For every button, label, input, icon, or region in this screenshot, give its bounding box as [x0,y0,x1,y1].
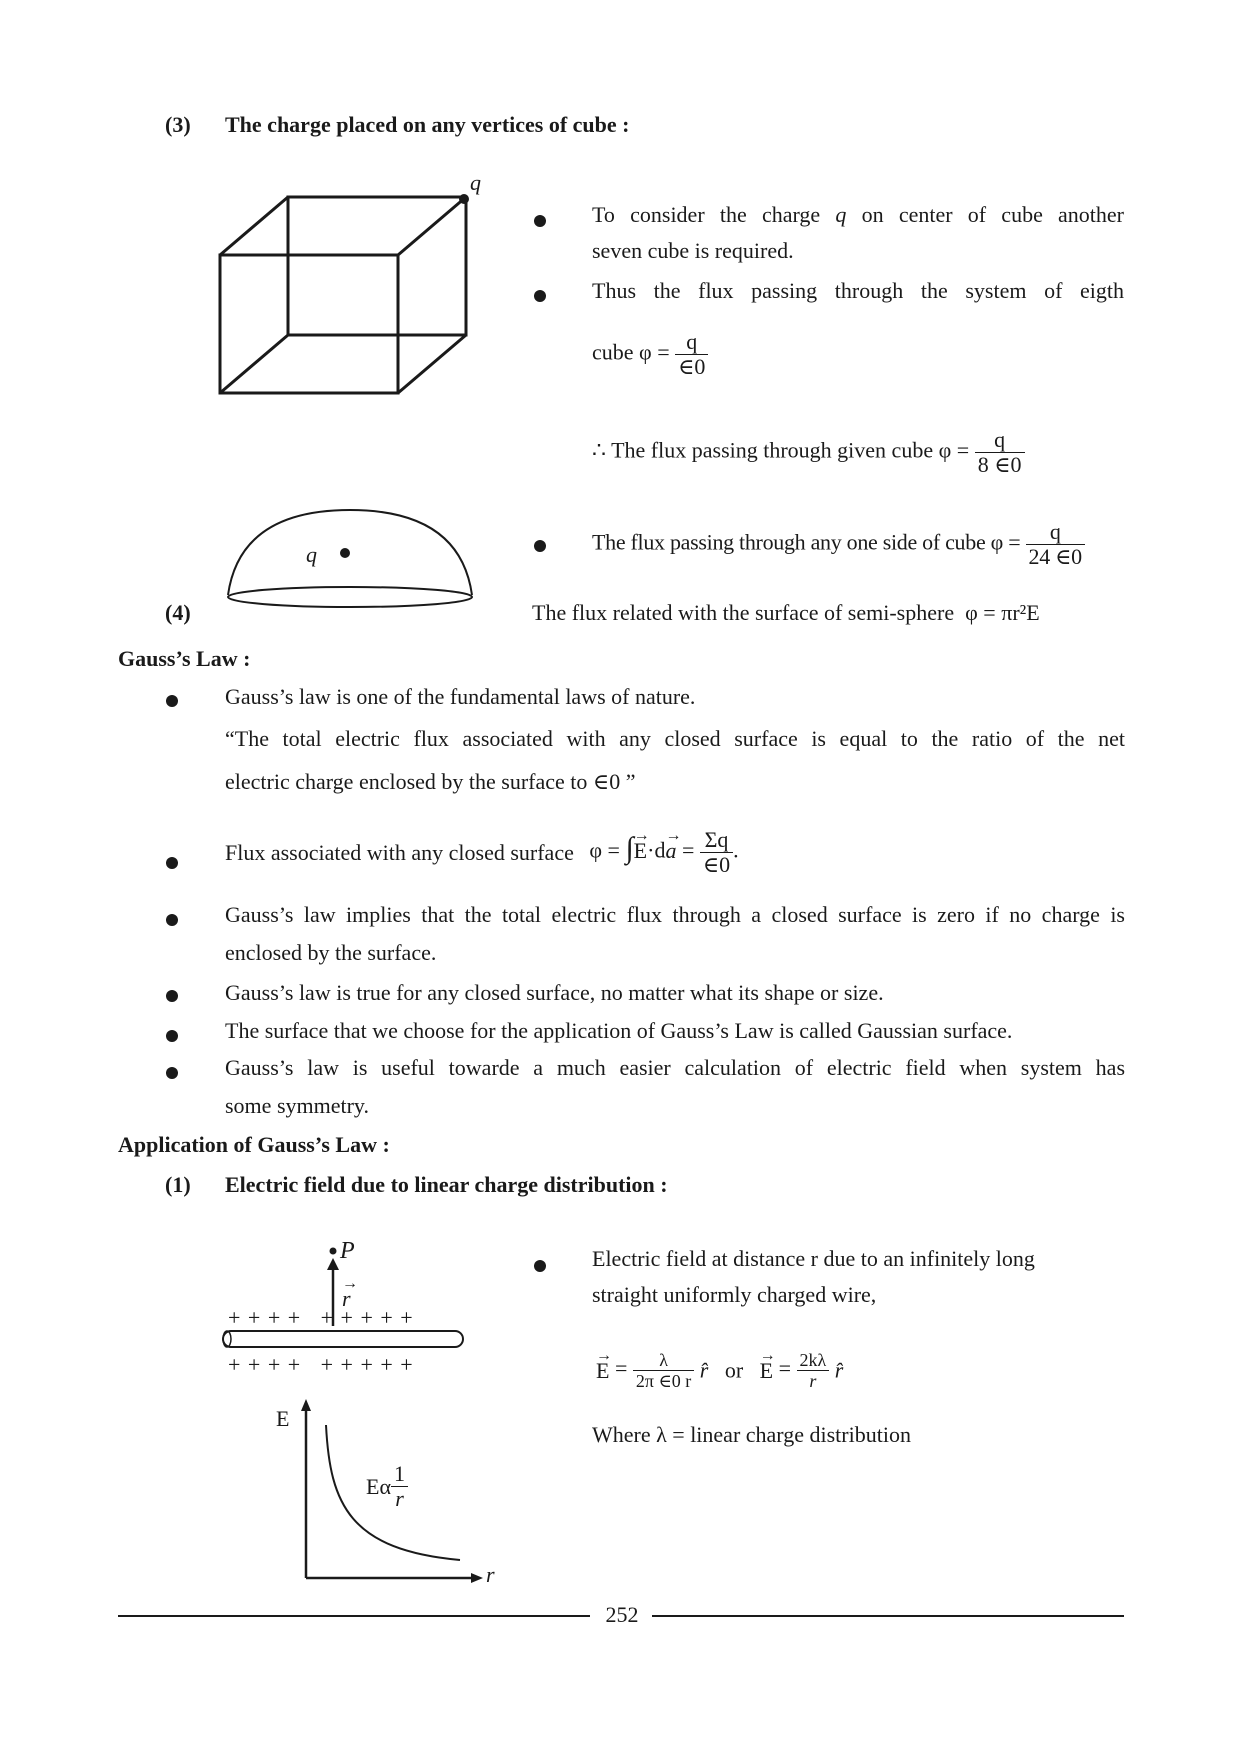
gauss-bullet-6-line2: some symmetry. [225,1093,369,1118]
bullet [166,914,178,926]
page-number: 252 [605,1602,639,1627]
linear-field-equations: → E = $\frac{\lambda}{2\pi \in 0 r}$ r̂ or → E = $\frac{2k\lambda}{r}$ r̂ [596,1350,843,1391]
field-fraction-b: $\frac{2k\lambda}{r}$ [797,1350,830,1391]
gauss-bullet-3-line1: Gauss’s law implies that the total electric flux through a closed surface is zero if no charge is [225,902,1125,927]
application-sub-number: (1) [165,1172,191,1197]
section3-bullet1-line2: seven cube is required. [592,238,794,263]
section-4-number: (4) [165,600,191,625]
gauss-bullet-2: Flux associated with any closed surface φ = ∫→ E·d→ a = $\frac{\Sigma q}{\in 0}$ . [225,828,739,877]
gauss-bullet-4: Gauss’s law is true for any closed surface, no matter what its shape or size. [225,980,884,1005]
bullet [534,290,546,302]
footer-rule-left [118,1615,590,1617]
hemisphere-diagram [220,505,480,615]
section-3-heading: The charge placed on any vertices of cube : [225,112,630,137]
bullet [166,990,178,1002]
graph-x-label: r [486,1562,495,1587]
application-heading: Application of Gauss’s Law : [118,1132,390,1157]
graph-annotation: Eα $\frac{1}{r}$ [366,1462,408,1511]
bullet [166,695,178,707]
cube-charge-label: q [470,170,481,195]
gauss-quote-line2: electric charge enclosed by the surface to ∈0 ” [225,769,636,794]
application-sub-heading: Electric field due to linear charge distribution : [225,1172,668,1197]
gauss-bullet-1: Gauss’s law is one of the fundamental laws of nature. [225,684,696,709]
gauss-quote-line1: “The total electric flux associated with any closed surface is equal to the ratio of the net [225,726,1125,751]
gauss-bullet-3-line2: enclosed by the surface. [225,940,437,965]
vertex-charge-dot [459,194,469,204]
cube-diagram [200,170,500,400]
point-p-label: P [340,1238,355,1264]
wire [223,1331,463,1347]
bullet [166,857,178,869]
bullet [166,1067,178,1079]
footer-rule-right [652,1615,1124,1617]
bullet [534,1260,546,1272]
bullet [166,1030,178,1042]
point-p-dot [330,1248,337,1255]
section3-bullet2-line1: Thus the flux passing through the system of eigth [592,278,1124,303]
therefore-line: ∴ The flux passing through given cube φ = $\frac{q}{8 \in 0}$ [592,428,1025,477]
gauss-bullet-5: The surface that we choose for the application of Gauss’s Law is called Gaussian surface. [225,1018,1013,1043]
gauss-bullet-6-line1: Gauss’s law is useful towarde a much easier calculation of electric field when system has [225,1055,1125,1080]
r-vector-label: → r [342,1284,351,1314]
section-4-text: The flux related with the surface of semi-sphere φ = πr²E [532,600,1040,625]
flux-fraction-1: $\frac{q}{\in 0}$ [675,330,708,379]
plus-charges-bottom: + + + + + + + + + [228,1352,414,1377]
section3-bullet1-line1: To consider the charge q on center of cube another [592,202,1125,227]
cube-back-face [288,197,466,335]
hemisphere-charge-dot [340,548,350,558]
application-bullet-line2: straight uniformly charged wire, [592,1282,877,1307]
plus-charges-top: + + + + + + + + + [228,1305,414,1330]
gauss-integral-formula: φ = ∫→ E·d→ a = $\frac{\Sigma q}{\in 0}$ . [589,828,738,877]
cube-flux-text: cube φ = [592,339,670,365]
flux-fraction-2: $\frac{q}{8 \in 0}$ [975,428,1025,477]
application-bullet-line1: Electric field at distance r due to an infinitely long [592,1246,1035,1271]
bullet [534,215,546,227]
where-lambda: Where λ = linear charge distribution [592,1422,911,1447]
section3-bullet2-line2 [592,330,708,379]
gauss-fraction: $\frac{\Sigma q}{\in 0}$ [700,828,733,877]
section3-bullet3: The flux passing through any one side of cube φ = $\frac{q}{24 \in 0}$ [592,520,1085,569]
section-3-number: (3) [165,112,191,137]
cube-front-face [220,255,398,393]
field-fraction-a: $\frac{\lambda}{2\pi \in 0 r}$ [633,1350,694,1391]
bullet [534,540,546,552]
semi-sphere-formula: φ = πr²E [965,600,1040,625]
graph-y-label: E [276,1406,290,1431]
r-vector-arrowhead [327,1258,339,1270]
gauss-law-heading: Gauss’s Law : [118,646,251,671]
hemisphere-charge-label: q [306,542,317,567]
graph-annotation-fraction: $\frac{1}{r}$ [391,1462,408,1511]
flux-fraction-3: $\frac{q}{24 \in 0}$ [1026,520,1085,569]
